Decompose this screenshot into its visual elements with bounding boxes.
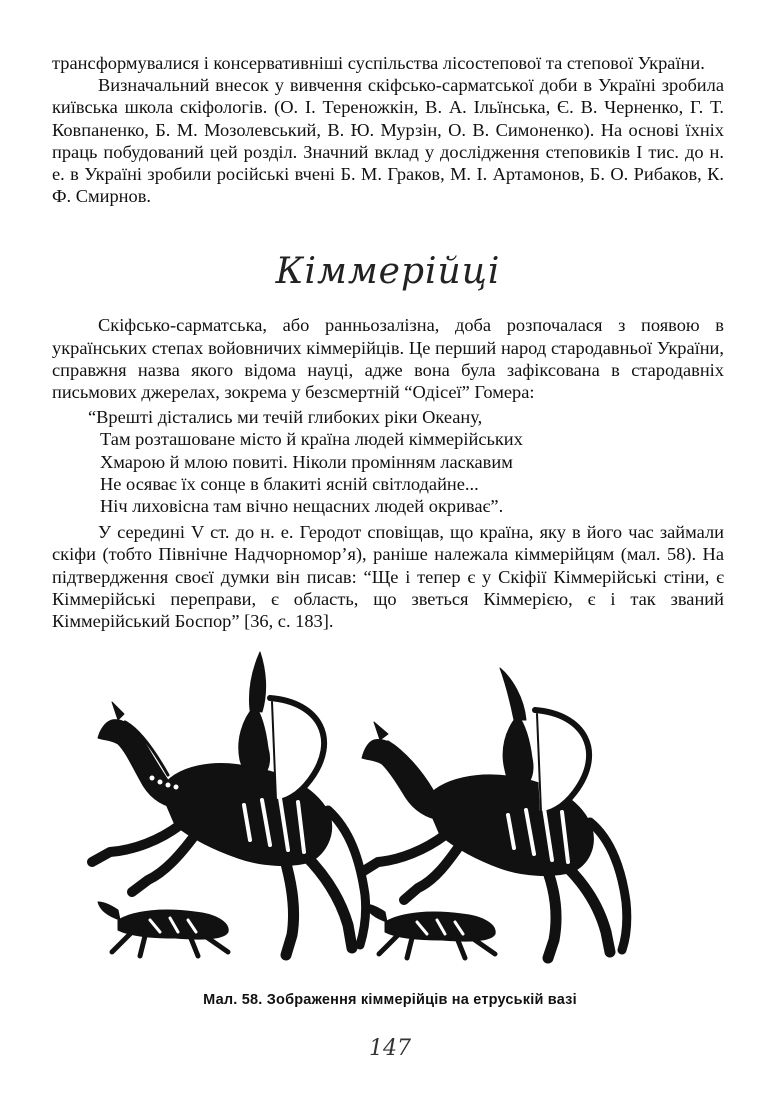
poem-line: Ніч лиховісна там вічно нещасних людей окриває”.	[100, 496, 504, 517]
paragraph-intro: Скіфсько-сарматська, або ранньозалізна, доба розпочалася з появою в українських степах войовничих кіммерійців. Це перший народ стародавньої України, справжня назва якого відома науці, адже вона була зафіксована в стародавніх письмових джерелах, зокрема у безсмертній “Одісеї” Гомера:	[52, 315, 724, 403]
homer-quote	[88, 406, 724, 517]
poem-line: “Врешті дістались ми течій глибоких ріки Океану,	[88, 407, 483, 428]
etruscan-vase-illustration	[0, 640, 780, 980]
section-heading: Кіммерійці	[275, 251, 501, 293]
book-page	[52, 52, 724, 632]
paragraph-continuation: трансформувалися і консервативніші суспільства лісостепової та степової України.	[52, 53, 705, 73]
figure-caption: Мал. 58. Зображення кіммерійців на етруській вазі	[203, 992, 577, 1008]
figure-cimmerian-riders	[0, 640, 780, 980]
paragraph-scholars: Визначальний внесок у вивчення скіфсько-сарматської доби в Україні зробила київська школа скіфологів. (О. І. Тереножкін, В. А. Ільїнська, Є. В. Черненко, Г. Т. Ковпаненко, Б. М. Мозолевський, В. Ю. Мурзін, О. В. Симоненко). На основі їхніх праць побудований цей розділ. Значний вклад у дослідження степовиків І тис. до н. е. в Україні зробили російські вчені Б. М. Граков, М. І. Артамонов, Б. О. Рибаков, К. Ф. Смирнов.	[52, 75, 724, 207]
page-number: 147	[369, 1036, 411, 1061]
poem-line: Там розташоване місто й країна людей кіммерійських	[100, 429, 523, 450]
poem-line: Не осяває їх сонце в блакиті ясній світлодайне...	[100, 473, 479, 494]
poem-line: Хмарою й млою повиті. Ніколи промінням ласкавим	[100, 451, 513, 472]
paragraph-herodotus: У середині V ст. до н. е. Геродот сповіщав, що країна, яку в його час займали скіфи (тобто Північне Надчорномор’я), раніше належала кіммерійцям (мал. 58). На підтвердження своєї думки він писав: “Ще і тепер є у Скіфії Кіммерійські стіни, є Кіммерійські переправи, є область, що зветься Кіммерією, є і так званий Кіммерійський Боспор” [36, с. 183].	[52, 522, 724, 632]
